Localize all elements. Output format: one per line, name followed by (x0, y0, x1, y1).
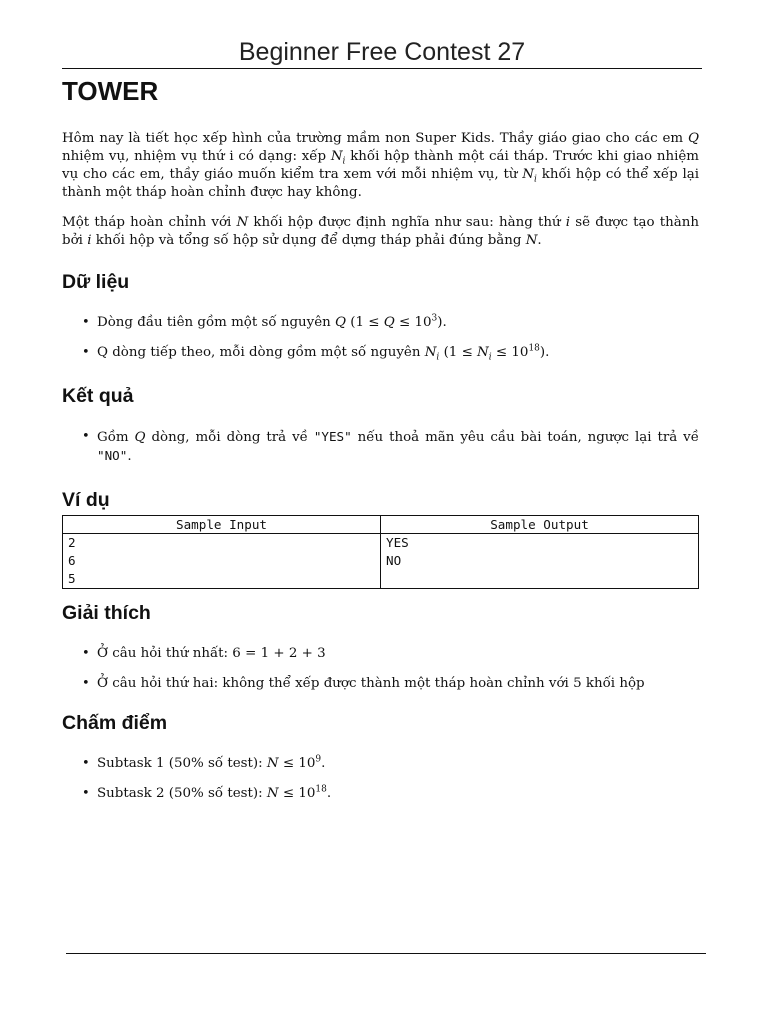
explanation-heading: Giải thích (62, 602, 151, 624)
input-heading: Dữ liệu (62, 271, 130, 293)
sample-input-cell (63, 534, 381, 589)
sample-input-line: 2 (68, 535, 76, 550)
output-heading: Kết quả (62, 385, 134, 407)
list-item: • Q dòng tiếp theo, mỗi dòng gồm một số nguyên $N_i$ $(1 \le N_i \le 10^{18})$. (62, 344, 699, 362)
example-heading: Ví dụ (62, 489, 110, 511)
sample-table (62, 515, 699, 589)
footer-rule (66, 953, 706, 954)
explanation-list (62, 645, 699, 693)
scoring-list (62, 755, 699, 803)
input-list (62, 314, 699, 362)
sample-input-header: Sample Input (63, 516, 381, 534)
statement-paragraph-2: Một tháp hoàn chỉnh với N khối hộp được định nghĩa như sau: hàng thứ i sẽ được tạo thành bởi i khối hộp và tổng số hộp sử dụng để dựng tháp phải đúng bằng N. (62, 215, 700, 248)
sample-output-header: Sample Output (381, 516, 699, 534)
list-item: • Dòng đầu tiên gồm một số nguyên Q $(1 \le Q \le 10^3)$. (62, 314, 699, 332)
statement-paragraph-1: Hôm nay là tiết học xếp hình của trường mầm non Super Kids. Thầy giáo giao cho các em Q nhiệm vụ, nhiệm vụ thứ i có dạng: xếp $N_i$ khối hộp thành một cái tháp. Trước khi giao nhiệm vụ cho các em, thầy giáo muốn kiểm tra xem với mỗi nhiệm vụ, từ $N_i$ khối hộp có thể xếp lại thành một tháp hoàn chỉnh được hay không. (62, 131, 700, 200)
sample-input-line: 5 (68, 571, 76, 586)
scoring-heading: Chấm điểm (62, 712, 168, 734)
list-item: • Ở câu hỏi thứ hai: không thể xếp được thành một tháp hoàn chỉnh với 5 khối hộp (62, 675, 699, 693)
sample-output-line: NO (386, 553, 402, 568)
problem-content (62, 74, 699, 803)
problem-title: TOWER (62, 76, 159, 106)
header-rule (62, 68, 702, 69)
output-list (62, 428, 699, 466)
list-item: • Subtask 1 (50% số test): $N \le 10^9$. (62, 755, 699, 773)
page-header: Beginner Free Contest 27 (238, 38, 526, 66)
sample-output-line: YES (386, 535, 409, 550)
list-item: • Subtask 2 (50% số test): $N \le 10^{18}$. (62, 785, 699, 803)
list-item: • Ở câu hỏi thứ nhất: 6 = 1 + 2 + 3 (62, 645, 699, 663)
sample-input-line: 6 (68, 553, 76, 568)
list-item: • Gồm Q dòng, mỗi dòng trả về "YES" nếu thoả mãn yêu cầu bài toán, ngược lại trả về "NO". (62, 428, 699, 466)
sample-output-cell (381, 534, 699, 589)
